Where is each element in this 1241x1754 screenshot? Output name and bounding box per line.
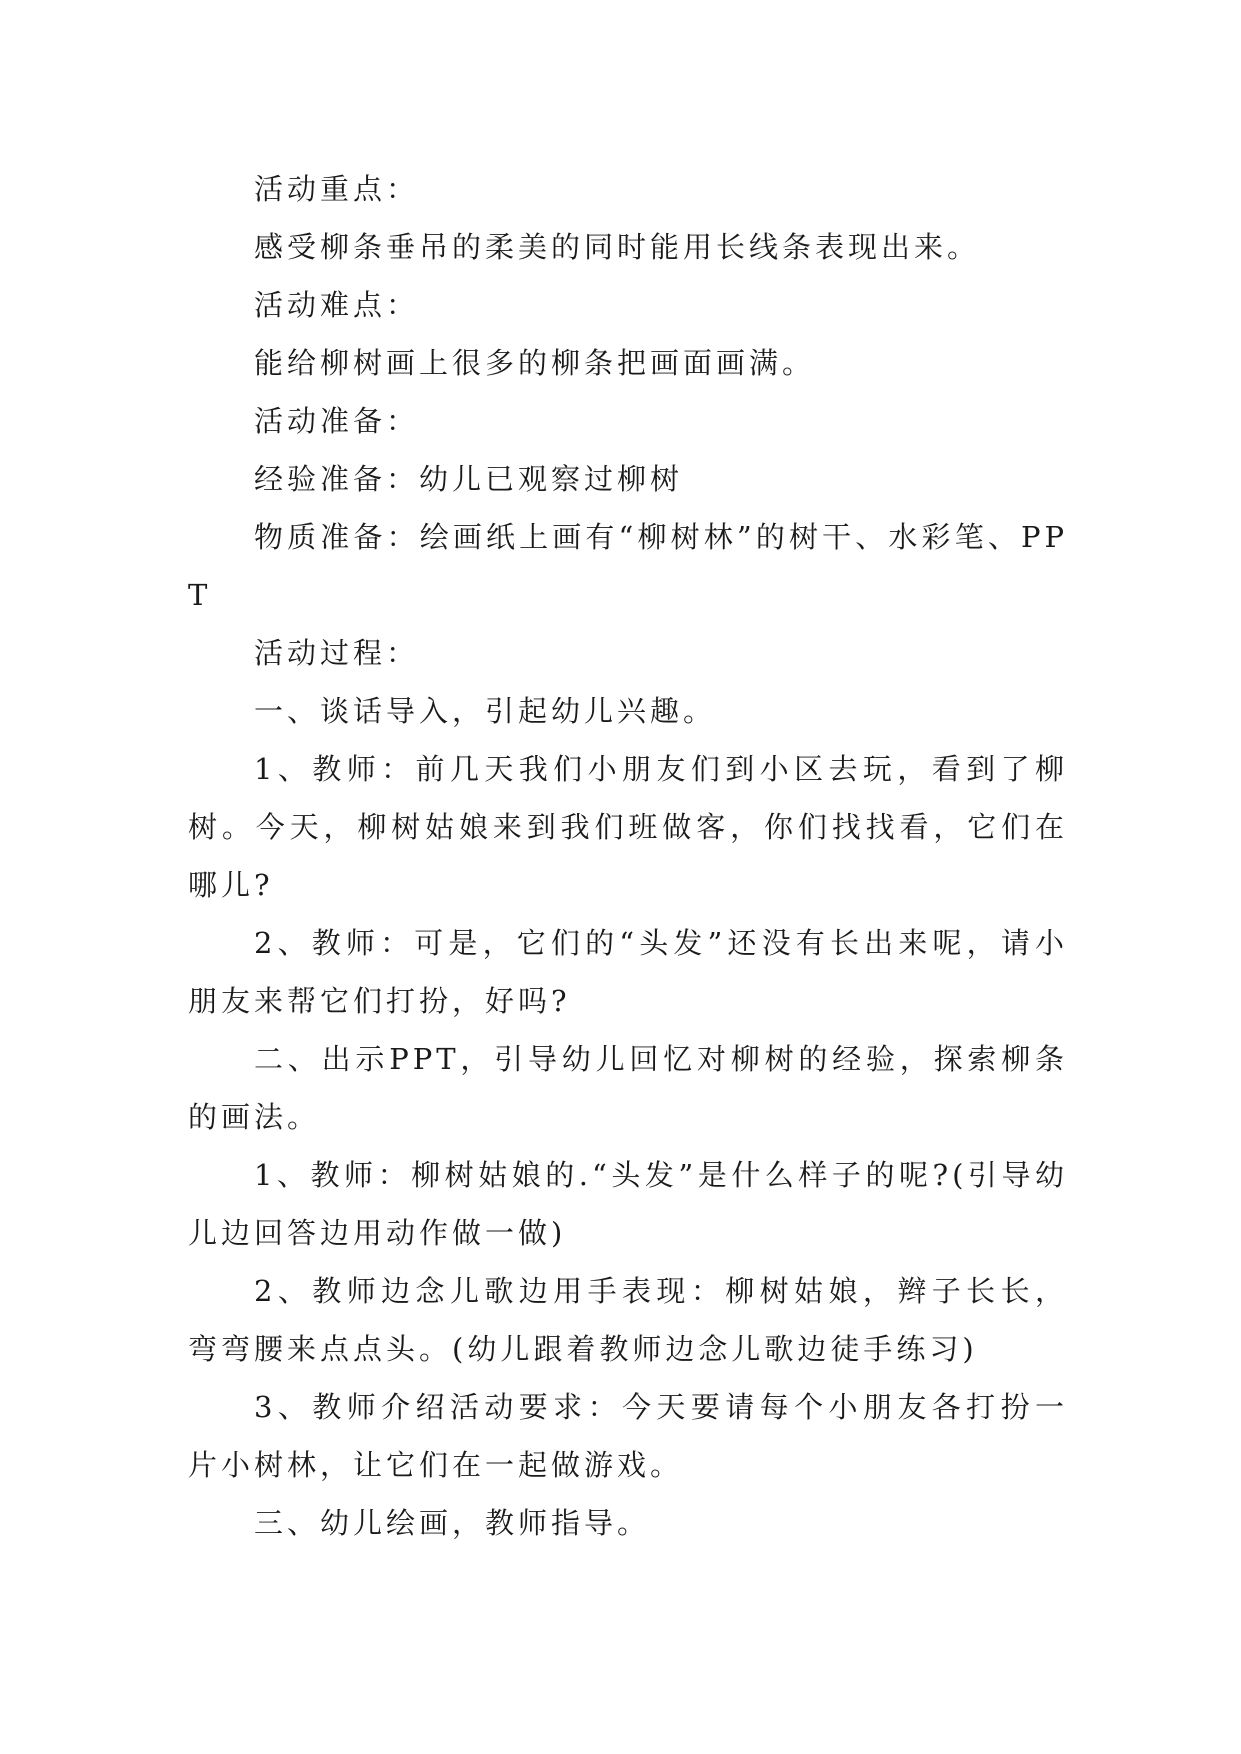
paragraph-difficulty-heading: 活动难点： [254, 288, 420, 322]
paragraph-difficulty-text: 能给柳树画上很多的柳条把画面画满。 [254, 346, 816, 380]
paragraph-step-two-title: 二、出示PPT，引导幼儿回忆对柳树的经验，探索柳条的画法。 [188, 1042, 1068, 1134]
paragraph-preparation-heading: 活动准备： [254, 404, 420, 438]
paragraph-step-two-item-3: 3、教师介绍活动要求：今天要请每个小朋友各打扮一片小树林，让它们在一起做游戏。 [188, 1390, 1068, 1482]
paragraph-material-preparation: 物质准备：绘画纸上画有“柳树林”的树干、水彩笔、PPT [188, 520, 1068, 612]
paragraph-step-two-item-2: 2、教师边念儿歌边用手表现：柳树姑娘，辫子长长，弯弯腰来点点头。(幼儿跟着教师边念儿歌边徒手练习) [188, 1274, 1068, 1366]
paragraph-step-one-item-2: 2、教师：可是，它们的“头发”还没有长出来呢，请小朋友来帮它们打扮，好吗? [188, 926, 1068, 1018]
paragraph-step-two-item-1: 1、教师：柳树姑娘的.“头发”是什么样子的呢?(引导幼儿边回答边用动作做一做) [188, 1158, 1068, 1250]
paragraph-step-one-item-1: 1、教师：前几天我们小朋友们到小区去玩，看到了柳树。今天，柳树姑娘来到我们班做客，你们找找看，它们在哪儿? [188, 752, 1068, 902]
paragraph-step-three-title: 三、幼儿绘画，教师指导。 [254, 1506, 651, 1540]
paragraph-step-one-title: 一、谈话导入，引起幼儿兴趣。 [254, 694, 717, 728]
paragraph-key-point-heading: 活动重点： [254, 172, 420, 206]
paragraph-experience-preparation: 经验准备：幼儿已观察过柳树 [254, 462, 684, 496]
paragraph-key-point-text: 感受柳条垂吊的柔美的同时能用长线条表现出来。 [254, 230, 981, 264]
paragraph-process-heading: 活动过程： [254, 636, 420, 670]
document-body [188, 160, 1068, 1552]
